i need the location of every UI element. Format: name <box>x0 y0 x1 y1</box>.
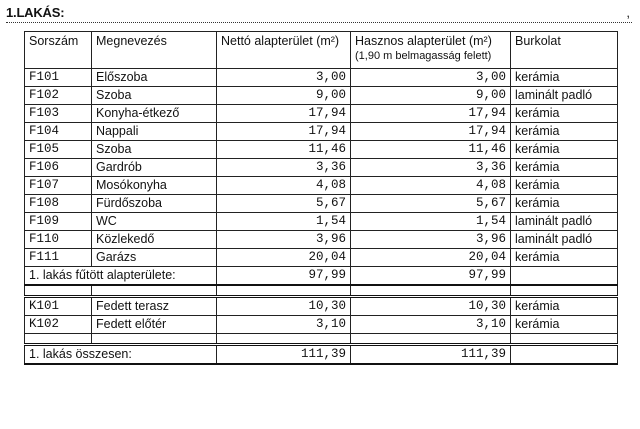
heated-total-row-label: 1. lakás fűtött alapterülete: <box>25 267 217 286</box>
table-row <box>25 123 618 141</box>
table-row <box>25 213 618 231</box>
table-header-row <box>25 32 618 69</box>
grand-total-row-useful: 111,39 <box>351 345 511 365</box>
room-floor: laminált padló <box>511 213 618 231</box>
table-row <box>25 195 618 213</box>
room-net-area: 17,94 <box>217 123 351 141</box>
room-net-area: 10,30 <box>217 297 351 316</box>
room-floor: kerámia <box>511 177 618 195</box>
room-code: F104 <box>25 123 92 141</box>
room-code: K101 <box>25 297 92 316</box>
table-row <box>25 297 618 316</box>
room-floor: kerámia <box>511 316 618 334</box>
room-net-area: 3,36 <box>217 159 351 177</box>
table-row <box>25 69 618 87</box>
spacer-cell <box>25 285 92 297</box>
spacer-row <box>25 334 618 345</box>
room-floor: kerámia <box>511 297 618 316</box>
room-name: Gardrób <box>92 159 217 177</box>
header-net-area: Nettó alapterület (m²) <box>217 32 351 69</box>
section-title-comma: , <box>626 5 630 20</box>
grand-total-row-label: 1. lakás összesen: <box>25 345 217 365</box>
room-code: F101 <box>25 69 92 87</box>
room-name: Fedett előtér <box>92 316 217 334</box>
table-row <box>25 231 618 249</box>
spacer-cell <box>511 334 618 345</box>
room-net-area: 9,00 <box>217 87 351 105</box>
room-floor: kerámia <box>511 195 618 213</box>
room-name: Szoba <box>92 87 217 105</box>
room-useful-area: 10,30 <box>351 297 511 316</box>
heated-total-row-useful: 97,99 <box>351 267 511 286</box>
spacer-row <box>25 285 618 297</box>
room-name: Közlekedő <box>92 231 217 249</box>
room-code: F103 <box>25 105 92 123</box>
room-useful-area: 3,96 <box>351 231 511 249</box>
spacer-cell <box>217 285 351 297</box>
header-floor: Burkolat <box>511 32 618 69</box>
table-row <box>25 159 618 177</box>
grand-total-row <box>25 345 618 365</box>
spacer-cell <box>92 285 217 297</box>
header-useful-area-subtitle: (1,90 m belmagasság felett) <box>355 50 492 62</box>
area-table <box>24 31 618 365</box>
room-useful-area: 17,94 <box>351 105 511 123</box>
header-useful-area <box>351 32 511 69</box>
spacer-cell <box>351 285 511 297</box>
room-net-area: 3,96 <box>217 231 351 249</box>
header-useful-area-title: Hasznos alapterület (m²) <box>355 34 492 48</box>
room-name: Garázs <box>92 249 217 267</box>
room-code: F106 <box>25 159 92 177</box>
spacer-cell <box>351 334 511 345</box>
header-code: Sorszám <box>25 32 92 69</box>
table-row <box>25 316 618 334</box>
room-code: F105 <box>25 141 92 159</box>
room-net-area: 5,67 <box>217 195 351 213</box>
room-net-area: 11,46 <box>217 141 351 159</box>
room-useful-area: 9,00 <box>351 87 511 105</box>
room-code: F111 <box>25 249 92 267</box>
room-code: F110 <box>25 231 92 249</box>
room-useful-area: 3,36 <box>351 159 511 177</box>
room-net-area: 3,00 <box>217 69 351 87</box>
table-row <box>25 177 618 195</box>
room-code: F109 <box>25 213 92 231</box>
room-useful-area: 11,46 <box>351 141 511 159</box>
table-row <box>25 141 618 159</box>
room-useful-area: 3,00 <box>351 69 511 87</box>
section-title: 1.LAKÁS: <box>6 5 65 20</box>
room-net-area: 3,10 <box>217 316 351 334</box>
table-row <box>25 249 618 267</box>
room-name: Fürdőszoba <box>92 195 217 213</box>
spacer-cell <box>92 334 217 345</box>
room-net-area: 1,54 <box>217 213 351 231</box>
room-name: Szoba <box>92 141 217 159</box>
room-useful-area: 4,08 <box>351 177 511 195</box>
room-useful-area: 20,04 <box>351 249 511 267</box>
grand-total-row-net: 111,39 <box>217 345 351 365</box>
room-floor: kerámia <box>511 249 618 267</box>
room-name: WC <box>92 213 217 231</box>
room-name: Mosókonyha <box>92 177 217 195</box>
room-net-area: 20,04 <box>217 249 351 267</box>
header-name: Megnevezés <box>92 32 217 69</box>
spacer-cell <box>25 334 92 345</box>
table-row <box>25 87 618 105</box>
heated-total-row-net: 97,99 <box>217 267 351 286</box>
spacer-cell <box>217 334 351 345</box>
room-useful-area: 5,67 <box>351 195 511 213</box>
room-floor: kerámia <box>511 105 618 123</box>
room-floor: kerámia <box>511 123 618 141</box>
room-net-area: 4,08 <box>217 177 351 195</box>
room-useful-area: 1,54 <box>351 213 511 231</box>
heated-total-row <box>25 267 618 286</box>
room-code: K102 <box>25 316 92 334</box>
room-name: Konyha-étkező <box>92 105 217 123</box>
room-floor: laminált padló <box>511 231 618 249</box>
table-row <box>25 105 618 123</box>
room-useful-area: 17,94 <box>351 123 511 141</box>
room-name: Előszoba <box>92 69 217 87</box>
room-code: F107 <box>25 177 92 195</box>
room-name: Fedett terasz <box>92 297 217 316</box>
room-floor: kerámia <box>511 69 618 87</box>
room-floor: kerámia <box>511 141 618 159</box>
room-useful-area: 3,10 <box>351 316 511 334</box>
section-title-row <box>6 2 632 23</box>
room-code: F108 <box>25 195 92 213</box>
room-net-area: 17,94 <box>217 105 351 123</box>
heated-total-row-floor <box>511 267 618 286</box>
grand-total-row-floor <box>511 345 618 365</box>
room-code: F102 <box>25 87 92 105</box>
room-floor: kerámia <box>511 159 618 177</box>
room-floor: laminált padló <box>511 87 618 105</box>
room-name: Nappali <box>92 123 217 141</box>
spacer-cell <box>511 285 618 297</box>
